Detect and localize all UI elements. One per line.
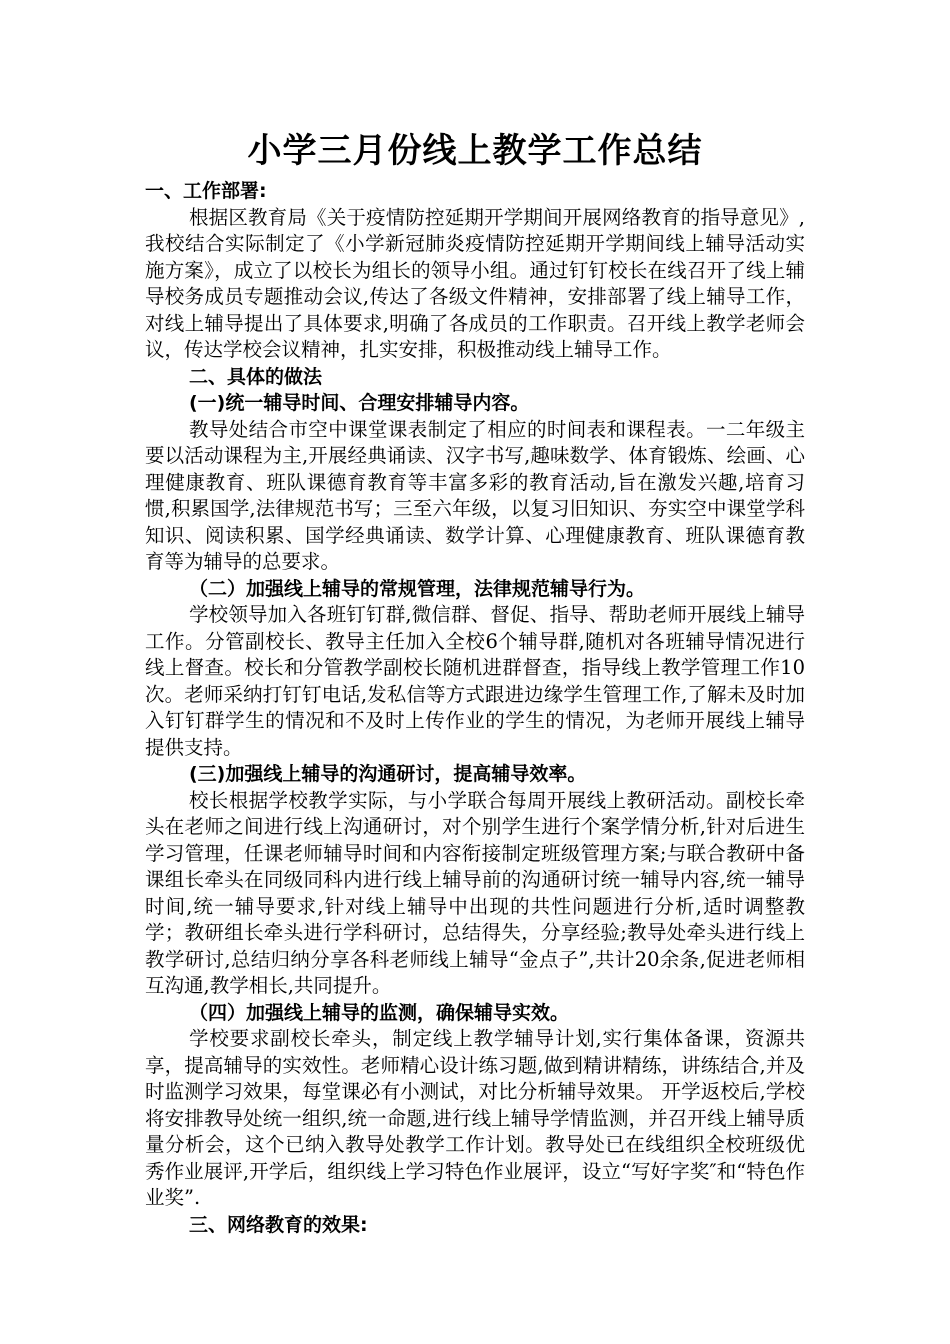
document-page xyxy=(145,128,805,1238)
section-heading-effects: 三、网络教育的效果: xyxy=(189,1213,368,1236)
section-heading-deployment: 一、工作部署: xyxy=(145,180,267,202)
subheading-communication-research: (三)加强线上辅导的沟通研讨，提高辅导效率。 xyxy=(189,763,587,785)
section-heading-methods: 二、具体的做法 xyxy=(189,365,323,388)
paragraph-routine-management: 学校领导加入各班钉钉群,微信群、督促、指导、帮助老师开展线上辅导工作。分管副校长、教导主任加入全校6个辅导群,随机对各班辅导情况进行线上督查。校长和分管教学副校长随机进群督查，指导线上教学管理工作10次。老师采纳打钉钉电话,发私信等方式跟进边缘学生管理工作,了解未及时加入钉钉群学生的情况和不及时上传作业的学生的情况，为老师开展线上辅导提供支持。 xyxy=(145,603,805,759)
document-title: 小学三月份线上教学工作总结 xyxy=(247,131,703,171)
subheading-routine-management: （二）加强线上辅导的常规管理，法律规范辅导行为。 xyxy=(189,577,646,600)
paragraph-deployment: 根据区教育局《关于疫情防控延期开学期间开展网络教育的指导意见》,我校结合实际制定了《小学新冠肺炎疫情防控延期开学期间线上辅导活动实施方案》，成立了以校长为组长的领导小组。通过钉钉校长在线召开了线上辅导校务成员专题推动会议,传达了各级文件精神，安排部署了线上辅导工作，对线上辅导提出了具体要求,明确了各成员的工作职责。召开线上教学老师会议，传达学校会议精神，扎实安排，积极推动线上辅导工作。 xyxy=(145,205,805,361)
paragraph-unified-schedule: 教导处结合市空中课堂课表制定了相应的时间表和课程表。一二年级主要以活动课程为主,开展经典诵读、汉字书写,趣味数学、体育锻炼、绘画、心理健康教育、班队课德育教育等丰富多彩的教育活动,旨在激发兴趣,培育习惯,积累国学,法律规范书写；三至六年级，以复习旧知识、夯实空中课堂学科知识、阅读积累、国学经典诵读、数学计算、心理健康教育、班队课德育教育等为辅导的总要求。 xyxy=(145,417,805,573)
paragraph-monitoring: 学校要求副校长牵头，制定线上教学辅导计划,实行集体备课，资源共享，提高辅导的实效性。老师精心设计练习题,做到精讲精练，讲练结合,并及时监测学习效果，每堂课必有小测试，对比分析辅导效果。 开学返校后,学校将安排教导处统一组织,统一命题,进行线上辅导学情监测，并召开线上辅导质量分析会，这个已纳入教导处教学工作计划。教导处已在线组织全校班级优秀作业展评,开学后，组织线上学习特色作业展评，设立“写好字奖″和“特色作业奖”. xyxy=(145,1027,805,1209)
subheading-unified-schedule: (一)统一辅导时间、合理安排辅导内容。 xyxy=(189,392,530,414)
paragraph-communication-research: 校长根据学校教学实际，与小学联合每周开展线上教研活动。副校长牵头在老师之间进行线上沟通研讨，对个别学生进行个案学情分析,针对后进生学习管理，任课老师辅导时间和内容衔接制定班级管理方案;与联合教研中备课组长牵头在同级同科内进行线上辅导前的沟通研讨统一辅导内容,统一辅导时间,统一辅导要求,针对线上辅导中出现的共性问题进行分析,适时调整教学；教研组长牵头进行学科研讨，总结得失，分享经验;教导处牵头进行线上教学研讨,总结归纳分享各科老师线上辅导“金点子”,共计20余条,促进老师相互沟通,教学相长,共同提升。 xyxy=(145,788,805,997)
subheading-monitoring: （四）加强线上辅导的监测，确保辅导实效。 xyxy=(189,1001,570,1024)
